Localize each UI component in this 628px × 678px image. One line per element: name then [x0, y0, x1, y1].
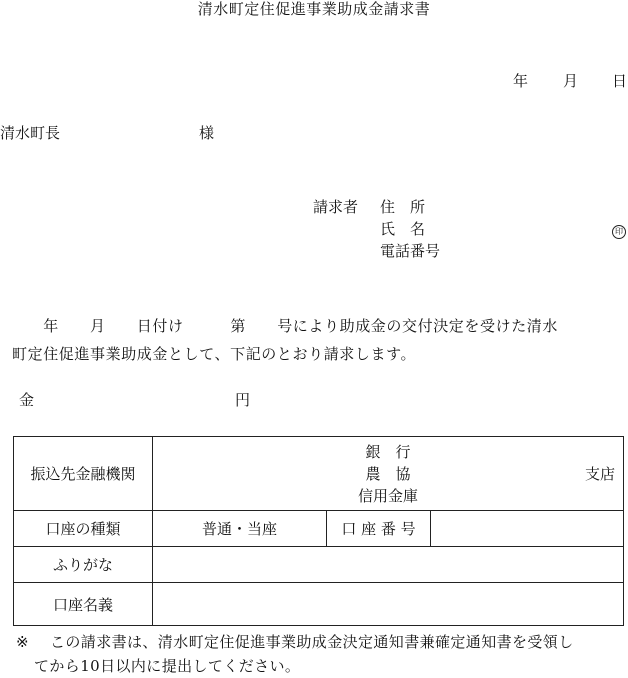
- note-mark: ※: [16, 633, 29, 651]
- claimant-name-label: 氏 名: [380, 220, 426, 238]
- institution-label: 振込先金融機関: [14, 437, 153, 511]
- request-body: [12, 312, 624, 368]
- seal-icon: 印: [612, 225, 626, 239]
- seal-mark: [612, 220, 626, 239]
- account-name-field[interactable]: [153, 583, 624, 626]
- amount-label: 金: [19, 391, 35, 409]
- furigana-label: ふりがな: [14, 547, 153, 583]
- date-day: 日: [612, 72, 628, 90]
- account-number-label: 口 座 番 号: [327, 511, 431, 547]
- account-type-value[interactable]: 普通・当座: [153, 511, 327, 547]
- furigana-field[interactable]: [153, 547, 624, 583]
- institution-type-ja: 農 協: [365, 465, 411, 483]
- claimant-phone-label: 電話番号: [380, 242, 441, 260]
- request-body-line2: 町定住促進事業助成金として、下記のとおり請求します。: [12, 345, 417, 363]
- institution-field[interactable]: [153, 437, 624, 511]
- bank-account-table: [13, 436, 624, 626]
- institution-type-shinkin: 信用金庫: [357, 487, 418, 505]
- request-body-line1: 年 月 日付け 第 号により助成金の交付決定を受けた清水: [12, 317, 559, 335]
- amount-unit: 円: [235, 391, 251, 409]
- claimant-address-label: 住 所: [380, 198, 426, 216]
- account-number-field[interactable]: [431, 511, 624, 547]
- page-title: 清水町定住促進事業助成金請求書: [197, 0, 431, 18]
- addressee-name: 清水町長: [0, 124, 61, 142]
- institution-type-bank: 銀 行: [365, 443, 411, 461]
- addressee-honorific: 様: [199, 124, 215, 142]
- date-year: 年: [513, 72, 529, 90]
- institution-types: [348, 441, 428, 507]
- date-month: 月: [563, 72, 579, 90]
- note-line1: この請求書は、清水町定住促進事業助成金決定通知書兼確定通知書を受領し: [50, 633, 574, 651]
- branch-label: 支店: [585, 465, 616, 483]
- account-name-label: 口座名義: [14, 583, 153, 626]
- submission-note: [16, 630, 624, 678]
- claimant-role: 請求者: [313, 198, 359, 216]
- note-line2: てから10日以内に提出してください。: [34, 657, 301, 675]
- account-type-label: 口座の種類: [14, 511, 153, 547]
